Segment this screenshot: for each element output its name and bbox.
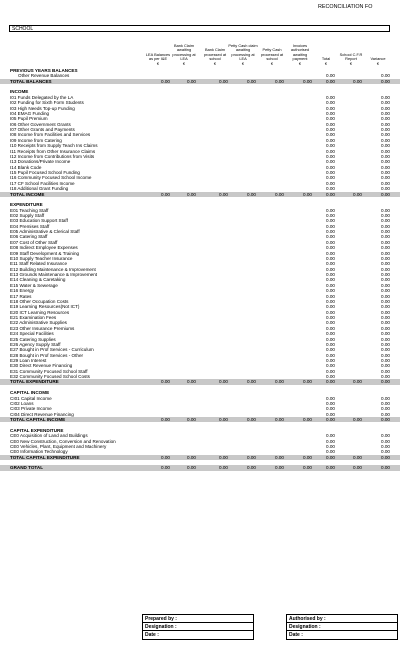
row-label: E13 Grounds Maintenance & Improvement	[10, 272, 98, 278]
cell-value[interactable]: 0.00	[381, 347, 390, 353]
row-label: E17 Rates	[10, 293, 32, 299]
cell-value[interactable]: 0.00	[381, 438, 390, 444]
cell-value[interactable]: 0.00	[247, 465, 256, 471]
cell-value[interactable]: 0.00	[275, 465, 284, 471]
row-label: E16 Energy	[10, 288, 35, 294]
cell-value[interactable]: 0.00	[326, 159, 335, 165]
cell-value[interactable]: 0.00	[381, 315, 390, 321]
column-header	[200, 48, 230, 66]
row-label: E06 Catering Staff	[10, 234, 48, 240]
cell-value[interactable]: 0.00	[353, 191, 362, 197]
cell-value[interactable]: 0.00	[381, 277, 390, 283]
row-label: INCOME	[10, 89, 29, 95]
cell-value[interactable]: 0.00	[326, 336, 335, 342]
cell-value[interactable]: 0.00	[381, 293, 390, 299]
cell-value[interactable]: 0.00	[353, 417, 362, 423]
cell-value[interactable]: 0.00	[381, 400, 390, 406]
row-label: TOTAL CAPITAL EXPENDITURE	[10, 454, 80, 460]
cell-value[interactable]: 0.00	[326, 132, 335, 138]
school-label: SCHOOL	[12, 26, 34, 32]
cell-value[interactable]: 0.00	[326, 137, 335, 143]
cell-value[interactable]: 0.00	[326, 239, 335, 245]
cell-value[interactable]: 0.00	[381, 320, 390, 326]
cell-value[interactable]: 0.00	[326, 293, 335, 299]
row-label: CAPITAL EXPENDITURE	[10, 427, 64, 433]
cell-value[interactable]: 0.00	[303, 78, 312, 84]
cell-value[interactable]: 0.00	[326, 298, 335, 304]
row-label: I12 Income from Contributions from Visits	[10, 153, 95, 159]
cell-value[interactable]: 0.00	[161, 78, 170, 84]
column-header-label: Petty Cash processed at school	[260, 47, 284, 62]
row-label: I01 Funds Delegated by the LA	[10, 94, 74, 100]
cell-value[interactable]: 0.00	[381, 245, 390, 251]
cell-value[interactable]: 0.00	[326, 148, 335, 154]
cell-value[interactable]: 0.00	[326, 272, 335, 278]
cell-value[interactable]: 0.00	[187, 191, 196, 197]
cell-value[interactable]: 0.00	[381, 100, 390, 106]
cell-value[interactable]: 0.00	[187, 465, 196, 471]
column-header-label: School C.F.R Report	[339, 51, 363, 62]
cell-value[interactable]: 0.00	[326, 357, 335, 363]
column-header-unit: €	[156, 60, 160, 66]
cell-value[interactable]: 0.00	[247, 417, 256, 423]
column-header	[338, 53, 364, 66]
row-label: E11 Staff Related Insurance	[10, 261, 68, 267]
cell-value[interactable]: 0.00	[381, 143, 390, 149]
cell-value[interactable]: 0.00	[161, 454, 170, 460]
row-label: I17 CF School Facilities Income	[10, 180, 75, 186]
cell-value[interactable]: 0.00	[326, 368, 335, 374]
cell-value[interactable]: 0.00	[381, 218, 390, 224]
row-label: E15 Water & Sewerage	[10, 282, 58, 288]
cell-value[interactable]: 0.00	[303, 417, 312, 423]
cell-value[interactable]: 0.00	[326, 94, 335, 100]
cell-value[interactable]: 0.00	[381, 105, 390, 111]
cell-value[interactable]: 0.00	[381, 116, 390, 122]
column-header-label: Variance	[370, 56, 386, 62]
column-header-label: Petty Cash claim awaiting processing at LEA	[228, 42, 258, 62]
cell-value[interactable]: 0.00	[381, 191, 390, 197]
cell-value[interactable]: 0.00	[353, 379, 362, 385]
column-header-unit: €	[182, 60, 186, 66]
column-header	[170, 44, 198, 66]
cell-value[interactable]: 0.00	[326, 400, 335, 406]
row-label: E02 Supply Staff	[10, 212, 45, 218]
cell-value[interactable]: 0.00	[326, 449, 335, 455]
cell-value[interactable]: 0.00	[326, 309, 335, 315]
prepared-by-label[interactable]: Prepared by :	[143, 615, 253, 623]
column-header-label: Bank Claim processed at school	[203, 47, 227, 62]
cell-value[interactable]: 0.00	[381, 298, 390, 304]
cell-value[interactable]: 0.00	[381, 159, 390, 165]
row-label: CI01 Capital Income	[10, 395, 52, 401]
row-label: I14 Blank Code	[10, 164, 42, 170]
row-label: CE0 Information Technology	[10, 449, 68, 455]
cell-value[interactable]: 0.00	[381, 336, 390, 342]
cell-value[interactable]: 0.00	[187, 379, 196, 385]
row-label: TOTAL INCOME	[10, 191, 45, 197]
cell-value[interactable]: 0.00	[326, 363, 335, 369]
cell-value[interactable]: 0.00	[326, 325, 335, 331]
row-label: E03 Education Support Staff	[10, 218, 68, 224]
cell-value[interactable]: 0.00	[326, 454, 335, 460]
cell-value[interactable]: 0.00	[161, 191, 170, 197]
column-header	[258, 48, 286, 66]
cell-value[interactable]: 0.00	[326, 218, 335, 224]
cell-value[interactable]: 0.00	[326, 320, 335, 326]
cell-value[interactable]: 0.00	[381, 137, 390, 143]
row-label: CE0 Vehicles, Plant, Equipment and Machinery	[10, 443, 107, 449]
cell-value[interactable]: 0.00	[275, 454, 284, 460]
cell-value[interactable]: 0.00	[326, 266, 335, 272]
cell-value[interactable]: 0.00	[381, 288, 390, 294]
row-label: E21 Examination Fees	[10, 315, 57, 321]
cell-value[interactable]: 0.00	[187, 78, 196, 84]
cell-value[interactable]: 0.00	[326, 110, 335, 116]
cell-value[interactable]: 0.00	[326, 282, 335, 288]
cell-value[interactable]: 0.00	[353, 78, 362, 84]
row-label: E19 Learning Resources(Not ICT)	[10, 304, 80, 310]
column-headers	[0, 38, 400, 66]
authorised-designation-label[interactable]: Designation :	[287, 623, 397, 631]
cell-value[interactable]: 0.00	[326, 395, 335, 401]
column-header-unit: €	[213, 60, 217, 66]
cell-value[interactable]: 0.00	[275, 78, 284, 84]
school-name-field[interactable]	[9, 25, 390, 32]
cell-value[interactable]: 0.00	[326, 352, 335, 358]
cell-value[interactable]: 0.00	[303, 379, 312, 385]
cell-value[interactable]: 0.00	[381, 132, 390, 138]
row-label: I16 Community Focused School Income	[10, 175, 92, 181]
cell-value[interactable]: 0.00	[326, 105, 335, 111]
column-header-unit: €	[376, 60, 380, 66]
cell-value[interactable]: 0.00	[326, 121, 335, 127]
row-label: E04 Premises Staff	[10, 223, 50, 229]
cell-value[interactable]: 0.00	[381, 454, 390, 460]
row-label: E18 Other Occupation Costs	[10, 298, 69, 304]
cell-value[interactable]: 0.00	[381, 379, 390, 385]
cell-value[interactable]: 0.00	[381, 180, 390, 186]
cell-value[interactable]: 0.00	[161, 465, 170, 471]
cell-value[interactable]: 0.00	[326, 331, 335, 337]
cell-value[interactable]: 0.00	[381, 148, 390, 154]
cell-value[interactable]: 0.00	[247, 454, 256, 460]
cell-value[interactable]: 0.00	[219, 191, 228, 197]
cell-value[interactable]: 0.00	[381, 411, 390, 417]
row-label: E24 Special Facilities	[10, 331, 54, 337]
cell-value[interactable]: 0.00	[381, 449, 390, 455]
row-label: E01 Teaching Staff	[10, 207, 49, 213]
column-header	[228, 44, 258, 66]
cell-value[interactable]: 0.00	[326, 465, 335, 471]
row-label: E12 Building Maintenance & Improvement	[10, 266, 96, 272]
cell-value[interactable]: 0.00	[161, 379, 170, 385]
cell-value[interactable]: 0.00	[381, 304, 390, 310]
cell-value[interactable]: 0.00	[187, 454, 196, 460]
cell-value[interactable]: 0.00	[303, 465, 312, 471]
cell-value[interactable]: 0.00	[326, 245, 335, 251]
cell-value[interactable]: 0.00	[275, 417, 284, 423]
column-header-label: Total	[321, 56, 331, 62]
cell-value[interactable]: 0.00	[326, 207, 335, 213]
row-label: E09 Staff Development & Training	[10, 250, 80, 256]
cell-value[interactable]: 0.00	[381, 352, 390, 358]
cell-value[interactable]: 0.00	[381, 309, 390, 315]
row-label: I10 Receipts from Supply Teach Ins Claims	[10, 143, 98, 149]
row-label: TOTAL CAPITAL INCOME	[10, 417, 66, 423]
row-label: E25 Catering Supplies	[10, 336, 56, 342]
row-label: E05 Administrative & Clerical Staff	[10, 229, 80, 235]
row-label: CI03 Private Income	[10, 406, 52, 412]
page-title: RECONCILIATION FO	[318, 4, 373, 10]
column-header-unit: €	[270, 60, 274, 66]
row-label: GRAND TOTAL	[10, 465, 44, 471]
cell-value[interactable]: 0.00	[381, 234, 390, 240]
row-label: TOTAL BALANCES	[10, 78, 52, 84]
column-header-label: LEA Balances as per I&E	[145, 51, 171, 62]
cell-value[interactable]: 0.00	[303, 454, 312, 460]
cell-value[interactable]: 0.00	[275, 191, 284, 197]
cell-value[interactable]: 0.00	[381, 78, 390, 84]
row-label: E20 ICT Learning Resources	[10, 309, 70, 315]
cell-value[interactable]: 0.00	[381, 207, 390, 213]
cell-value[interactable]: 0.00	[381, 186, 390, 192]
cell-value[interactable]: 0.00	[219, 454, 228, 460]
row-label: TOTAL EXPENDITURE	[10, 379, 59, 385]
cell-value[interactable]: 0.00	[381, 272, 390, 278]
row-label: I03 High Needs Top-up Funding	[10, 105, 75, 111]
cell-value[interactable]: 0.00	[381, 433, 390, 439]
row-label: E27 Bought in Prof Services - Curriculum	[10, 347, 94, 353]
cell-value[interactable]: 0.00	[247, 191, 256, 197]
cell-value[interactable]: 0.00	[326, 277, 335, 283]
row-label: I07 Other Grants and Payments	[10, 127, 75, 133]
cell-value[interactable]: 0.00	[381, 357, 390, 363]
authorised-by-label[interactable]: Authorised by :	[287, 615, 397, 623]
cell-value[interactable]: 0.00	[381, 255, 390, 261]
cell-value[interactable]: 0.00	[247, 379, 256, 385]
cell-value[interactable]: 0.00	[353, 465, 362, 471]
cell-value[interactable]: 0.00	[326, 180, 335, 186]
cell-value[interactable]: 0.00	[381, 395, 390, 401]
cell-value[interactable]: 0.00	[326, 223, 335, 229]
cell-value[interactable]: 0.00	[381, 229, 390, 235]
row-label: I08 Income from Facilities and Services	[10, 132, 91, 138]
column-header-unit: €	[349, 60, 353, 66]
row-label: I18 Additional Grant Funding	[10, 186, 69, 192]
cell-value[interactable]: 0.00	[381, 239, 390, 245]
row-label: CI04 Direct Revenue Financing	[10, 411, 74, 417]
cell-value[interactable]: 0.00	[381, 406, 390, 412]
row-label: E28 Bought in Prof Services - Other	[10, 352, 84, 358]
total-row	[0, 465, 400, 470]
row-label: CE0 New Construction, Conversion and Renovation	[10, 438, 116, 444]
cell-value[interactable]: 0.00	[187, 417, 196, 423]
cell-value[interactable]: 0.00	[326, 191, 335, 197]
cell-value[interactable]: 0.00	[381, 164, 390, 170]
cell-value[interactable]: 0.00	[326, 411, 335, 417]
column-header-unit: €	[241, 60, 245, 66]
cell-value[interactable]: 0.00	[326, 73, 335, 79]
cell-value[interactable]: 0.00	[353, 454, 362, 460]
cell-value[interactable]: 0.00	[326, 78, 335, 84]
cell-value[interactable]: 0.00	[326, 304, 335, 310]
row-label: PREVIOUS YEARS BALANCES	[10, 68, 78, 73]
cell-value[interactable]: 0.00	[326, 379, 335, 385]
cell-value[interactable]: 0.00	[326, 443, 335, 449]
cell-value[interactable]: 0.00	[219, 417, 228, 423]
cell-value[interactable]: 0.00	[326, 170, 335, 176]
row-label: E14 Cleaning & Caretaking	[10, 277, 66, 283]
cell-value[interactable]: 0.00	[381, 374, 390, 380]
cell-value[interactable]: 0.00	[381, 73, 390, 79]
row-label: E23 Other Insurance Premiums	[10, 325, 75, 331]
cell-value[interactable]: 0.00	[326, 347, 335, 353]
column-header	[364, 57, 392, 66]
cell-value[interactable]: 0.00	[326, 212, 335, 218]
row-label: E31 Community Focused School Staff	[10, 368, 88, 374]
row-label: I09 Income from Catering	[10, 137, 62, 143]
cell-value[interactable]: 0.00	[326, 417, 335, 423]
cell-value[interactable]: 0.00	[326, 164, 335, 170]
cell-value[interactable]: 0.00	[381, 250, 390, 256]
column-header-label: Bank Claim awaiting processing at LEA	[172, 42, 196, 62]
prepared-designation-label[interactable]: Designation :	[143, 623, 253, 631]
cell-value[interactable]: 0.00	[381, 417, 390, 423]
cell-value[interactable]: 0.00	[381, 121, 390, 127]
row-label: I04 EMAG Funding	[10, 110, 50, 116]
cell-value[interactable]: 0.00	[381, 282, 390, 288]
cell-value[interactable]: 0.00	[381, 94, 390, 100]
cell-value[interactable]: 0.00	[381, 223, 390, 229]
cell-value[interactable]: 0.00	[381, 212, 390, 218]
cell-value[interactable]: 0.00	[326, 315, 335, 321]
cell-value[interactable]: 0.00	[326, 255, 335, 261]
cell-value[interactable]: 0.00	[381, 261, 390, 267]
cell-value[interactable]: 0.00	[326, 234, 335, 240]
cell-value[interactable]: 0.00	[247, 78, 256, 84]
cell-value[interactable]: 0.00	[326, 406, 335, 412]
cell-value[interactable]: 0.00	[219, 465, 228, 471]
cell-value[interactable]: 0.00	[381, 465, 390, 471]
cell-value[interactable]: 0.00	[303, 191, 312, 197]
column-header	[144, 53, 172, 66]
row-label: E22 Administrative Supplies	[10, 320, 67, 326]
cell-value[interactable]: 0.00	[326, 261, 335, 267]
cell-value[interactable]: 0.00	[219, 379, 228, 385]
cell-value[interactable]: 0.00	[326, 100, 335, 106]
row-label: Other Revenue Balances	[18, 73, 70, 79]
row-label: CE0 Acquisition of Land and Buildings	[10, 433, 88, 439]
row-label: E30 Direct Revenue Financing	[10, 363, 73, 369]
cell-value[interactable]: 0.00	[381, 368, 390, 374]
cell-value[interactable]: 0.00	[326, 116, 335, 122]
cell-value[interactable]: 0.00	[326, 438, 335, 444]
prepared-by-box	[142, 614, 254, 640]
authorised-date-label[interactable]: Date :	[289, 632, 303, 638]
cell-value[interactable]: 0.00	[326, 250, 335, 256]
row-label: E07 Cost of Other Staff	[10, 239, 58, 245]
cell-value[interactable]: 0.00	[326, 374, 335, 380]
cell-value[interactable]: 0.00	[219, 78, 228, 84]
cell-value[interactable]: 0.00	[381, 110, 390, 116]
row-label: E08 Indirect Employee Expenses	[10, 245, 78, 251]
cell-value[interactable]: 0.00	[326, 288, 335, 294]
cell-value[interactable]: 0.00	[381, 175, 390, 181]
cell-value[interactable]: 0.00	[381, 341, 390, 347]
cell-value[interactable]: 0.00	[326, 153, 335, 159]
row-label: CAPITAL INCOME	[10, 390, 50, 396]
cell-value[interactable]: 0.00	[381, 331, 390, 337]
cell-value[interactable]: 0.00	[326, 143, 335, 149]
column-header	[286, 44, 314, 66]
column-header-label: Invoices authorised awaiting payment	[290, 42, 310, 62]
cell-value[interactable]: 0.00	[381, 170, 390, 176]
authorised-by-box	[286, 614, 398, 640]
row-label: E26 Agency Supply Staff	[10, 341, 61, 347]
cell-value[interactable]: 0.00	[381, 325, 390, 331]
column-header-unit: €	[324, 60, 328, 66]
cell-value[interactable]: 0.00	[275, 379, 284, 385]
cell-value[interactable]: 0.00	[326, 229, 335, 235]
cell-value[interactable]: 0.00	[326, 186, 335, 192]
cell-value[interactable]: 0.00	[326, 175, 335, 181]
row-label: E29 Loan Interest	[10, 357, 47, 363]
cell-value[interactable]: 0.00	[381, 127, 390, 133]
row-label: E32 Community Focused School Costs	[10, 374, 90, 380]
cell-value[interactable]: 0.00	[326, 127, 335, 133]
column-header-unit: €	[298, 60, 302, 66]
prepared-date-label[interactable]: Date :	[145, 632, 159, 638]
row-label: I05 Pupil Premium	[10, 116, 48, 122]
cell-value[interactable]: 0.00	[381, 153, 390, 159]
cell-value[interactable]: 0.00	[381, 363, 390, 369]
row-label: I15 Pupil Focused School Funding	[10, 170, 80, 176]
column-header	[315, 57, 337, 66]
row-label: I02 Funding for Sixth Form Students	[10, 100, 84, 106]
row-label: CI02 Loans	[10, 400, 34, 406]
row-label: E10 Supply Teacher Insurance	[10, 255, 73, 261]
row-label: I11 Receipts from Other Insurance Claims	[10, 148, 96, 154]
cell-value[interactable]: 0.00	[326, 433, 335, 439]
row-label: EXPENDITURE	[10, 202, 43, 208]
row-label: I13 Donations/Private Income	[10, 159, 71, 165]
cell-value[interactable]: 0.00	[161, 417, 170, 423]
cell-value[interactable]: 0.00	[326, 341, 335, 347]
cell-value[interactable]: 0.00	[381, 266, 390, 272]
row-label: I06 Other Government Grants	[10, 121, 71, 127]
cell-value[interactable]: 0.00	[381, 443, 390, 449]
